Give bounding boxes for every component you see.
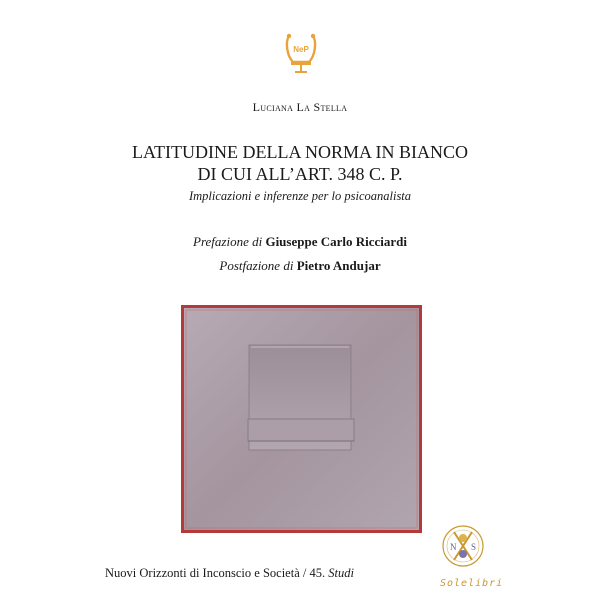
preface-name: Giuseppe Carlo Ricciardi	[265, 234, 407, 249]
preface-credit	[0, 234, 600, 250]
postface-role: Postfazione di	[219, 258, 294, 273]
title-line-1: LATITUDINE DELLA NORMA IN BIANCO	[132, 142, 468, 162]
svg-text:N: N	[450, 542, 457, 552]
svg-text:S: S	[471, 542, 477, 552]
publisher-logo-text: NeP	[293, 45, 309, 54]
book-title	[0, 141, 600, 185]
publisher-logo	[283, 30, 319, 74]
imprint-name: Solelibri	[440, 578, 504, 589]
cover-artwork	[181, 305, 422, 533]
series-label: Studi	[328, 566, 354, 580]
imprint-emblem	[438, 518, 488, 578]
postface-credit	[0, 258, 600, 274]
postface-name: Pietro Andujar	[296, 258, 381, 273]
author-name: Luciana La Stella	[252, 100, 348, 114]
preface-role: Prefazione di	[193, 234, 263, 249]
series-line	[105, 566, 354, 581]
book-subtitle: Implicazioni e inferenze per lo psicoanalista	[188, 189, 412, 203]
series-text: Nuovi Orizzonti di Inconscio e Società / 45.	[105, 566, 326, 580]
title-line-2: DI CUI ALL’ART. 348 C. P.	[197, 164, 403, 184]
